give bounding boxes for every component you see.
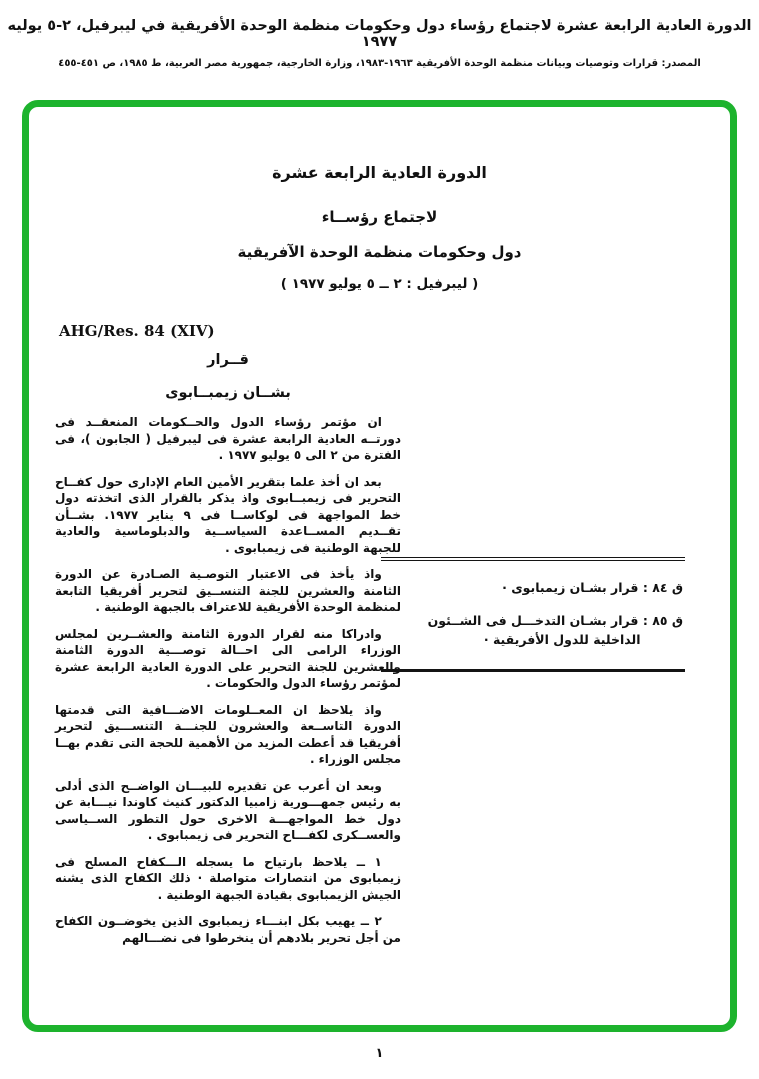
margin-note-res-85 (383, 611, 683, 649)
title-meeting: لاجتماع رؤســاء (321, 208, 438, 226)
paragraph-operative-2: ٢ ــ يهيب بكل ابنـــاء زيمبابوى الذين يخوضــون الكفاح من أجل تحرير بلادهم أن ينخرطوا فى نضـــالهم (55, 914, 401, 945)
paragraph-preamble-3: واذ يأخذ فى الاعتبار التوصـية الصـادرة عن الدورة الثامنة والعشرين للجنة التنســيق لتحرير أفريقيا التابعة لمنظمة الوحدة الأفريقية للاعتراف بالجبهة الوطنية . (55, 567, 401, 614)
header-source-line: المصدر: قرارات وتوصيات وبيانات منظمة الوحدة الأفريقية ١٩٦٣-١٩٨٣، وزارة الخارجية، جمهورية مصر العربية، ط ١٩٨٥، ص ٤٥١-٤٥٥ (58, 58, 701, 69)
document-header (0, 18, 759, 69)
margin-note-text: قرار بشـان زيمبابوى · (502, 580, 639, 595)
header-session-line: الدورة العادية الرابعة عشرة لاجتماع رؤساء دول وحكومات منظمة الوحدة الأفريقية في ليبرفيل، ٢-٥ يوليه ١٩٧٧ (7, 18, 752, 50)
title-session: الدورة العادية الرابعة عشرة (272, 163, 487, 182)
page-number: ١ (375, 1046, 384, 1061)
main-text-column (55, 352, 401, 946)
heading-subject: بشــان زيمبــابوى (165, 385, 291, 401)
margin-note-label: ق ٨٥ : (642, 613, 683, 628)
margin-notes-box (381, 557, 685, 672)
margin-note-label: ق ٨٤ : (642, 580, 683, 595)
heading-resolution: قــرار (207, 352, 249, 368)
resolution-code: AHG/Res. 84 (XIV) (59, 322, 215, 340)
title-block (29, 163, 730, 292)
paragraph-preamble-4: وادراكا منه لقرار الدورة الثامنة والعشــرين لمجلس الوزراء الرامى الى احــالة توصـــية الدورة الثامنة والعشرين للجنة التحرير على الدورة العادية الرابعة عشرة لمؤتمر رؤساء الدول والحكومات . (55, 626, 401, 690)
title-place-date: ( ليبرفيل : ٢ ــ ٥ يوليو ١٩٧٧ ) (280, 276, 479, 292)
paragraph-preamble-6: وبعد ان أعرب عن تقديره للبيـــان الواضــح الذى أدلى به رئيس جمهـــورية زامبيا الدكتور كنيث كاوندا نيـــابة عن دول خط المواجهـــة الاخرى حول التطور الســياسى والعســكرى لكفـــاح التحرير فى زيمبابوى . (55, 778, 401, 842)
paragraph-preamble-1: ان مؤتمر رؤساء الدول والحــكومات المنعقــد فى دورتــه العادية الرابعة عشرة فى ليبرفيل ( الجابون )، فى الفترة من ٢ الى ٥ يوليو ١٩٧٧ . (55, 415, 401, 462)
margin-note-text: قرار بشـان التدخـــل فى الشــئون الداخلية للدول الأفريقية · (427, 613, 641, 647)
title-organization: دول وحكومات منظمة الوحدة الآفريقية (237, 243, 522, 261)
margin-note-res-84 (383, 578, 683, 597)
paragraph-preamble-2: بعد ان أخذ علما بتقرير الأمين العام الإدارى حول كفــاح التحرير فى زيمبــابوى واذ يذكر بالقرار الذى اتخذته دول خط المواجهة فى لوكاســا فى ٩ يناير ١٩٧٧. بشــأن تقــديم المســاعدة السياســية والدبلوماسية والعادية للجبهة الوطنية فى زيمبابوى . (55, 474, 401, 555)
paragraph-operative-1: ١ ــ يلاحظ بارتياح ما يسجله الـــكفاح المسلح فى زيمبابوى من انتصارات متواصلة · ذلك الكفاح الذى يشنه الجيش الزيمبابوى بقيادة الجبهة الوطنية . (55, 854, 401, 902)
green-border-frame (22, 100, 737, 1032)
paragraph-preamble-5: واذ يلاحظ ان المعــلومات الاضـــافية التى قدمتها الدورة التاســعة والعشرون للجنـــة التنســـيق لتحرير أفريقيا قد أعطت المزيد من الأهمية للحجة التى تقدم بهــا مجلس الوزراء . (55, 702, 401, 766)
